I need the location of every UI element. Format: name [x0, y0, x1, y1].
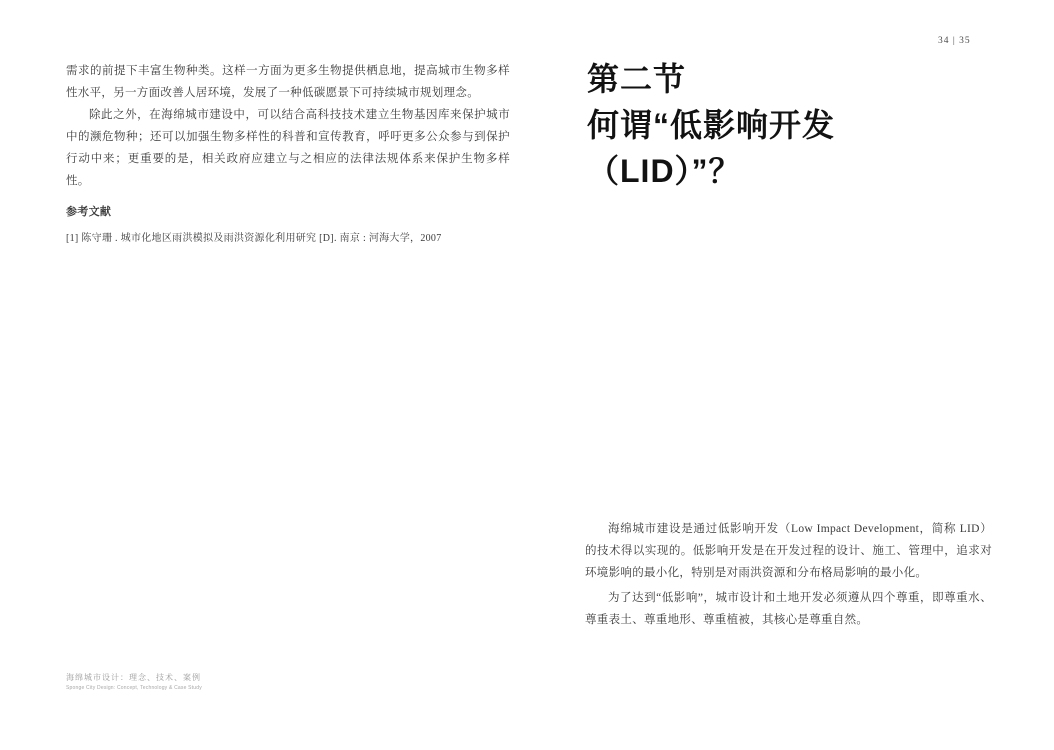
footer-title-chinese: 海绵城市设计：理念、技术、案例 — [66, 673, 201, 682]
section-heading — [587, 56, 1027, 194]
body-paragraph: 为了达到“低影响”，城市设计和土地开发必须遵从四个尊重，即尊重水、尊重表土、尊重地形、尊重植被，其核心是尊重自然。 — [585, 592, 992, 626]
references-heading: 参考文献 — [66, 206, 112, 218]
section-heading-line: （LID）”？ — [587, 153, 742, 189]
reference-entry: [1] 陈守珊 . 城市化地区雨洪模拟及雨洪资源化利用研究 [D]. 南京 : 河海大学，2007 — [66, 233, 442, 244]
body-paragraph: 海绵城市建设是通过低影响开发（Low Impact Development，简称 LID）的技术得以实现的。低影响开发是在开发过程的设计、施工、管理中，追求对环境影响的最小化，特别是对雨洪资源和分布格局影响的最小化。 — [585, 523, 992, 579]
right-page-text-column — [585, 518, 992, 631]
body-paragraph: 除此之外，在海绵城市建设中，可以结合高科技技术建立生物基因库来保护城市中的濒危物种；还可以加强生物多样性的科普和宣传教育，呼吁更多公众参与到保护行动中来；更重要的是，相关政府应建立与之相应的法律法规体系来保护生物多样性。 — [66, 109, 510, 187]
left-page-text-column — [66, 60, 510, 247]
footer-title-english: Sponge City Design: Concept, Technology & Case Study — [66, 685, 202, 691]
section-heading-line: 第二节 — [587, 61, 687, 97]
running-footer — [66, 672, 202, 691]
body-paragraph: 需求的前提下丰富生物种类。这样一方面为更多生物提供栖息地，提高城市生物多样性水平，另一方面改善人居环境，发展了一种低碳愿景下可持续城市规划理念。 — [66, 65, 510, 99]
section-heading-line: 何谓“低影响开发 — [587, 107, 836, 143]
page-numbers: 34 | 35 — [938, 36, 971, 46]
